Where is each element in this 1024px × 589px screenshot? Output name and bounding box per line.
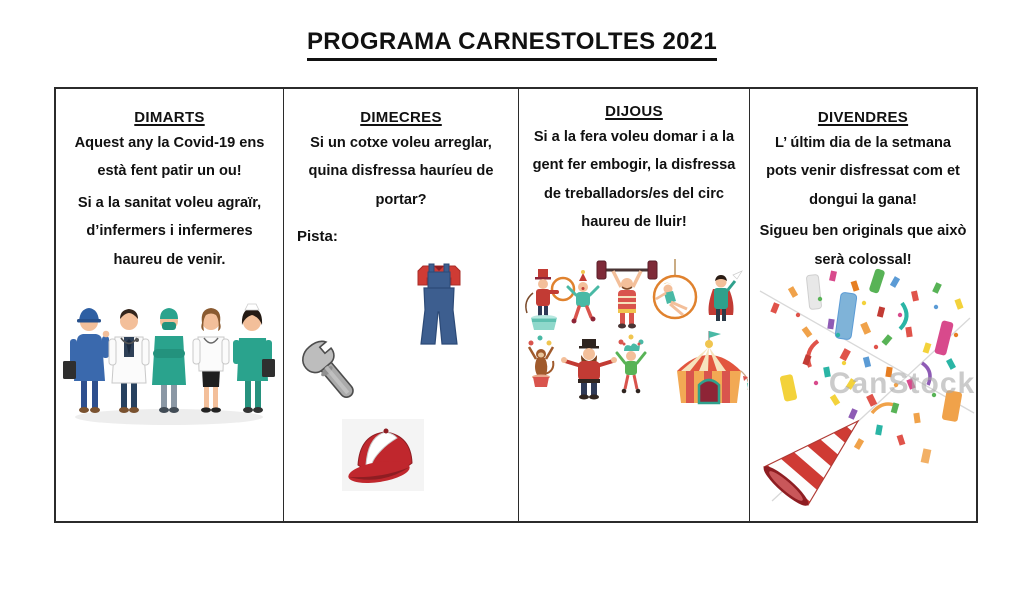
program-table (54, 87, 978, 523)
column-dimecres (284, 89, 519, 521)
dijous-paragraph-1: Si a la fera voleu domar i a la gent fer embogir, la disfressa de treballadors/es del circ haureu de lluir! (532, 129, 736, 231)
bearded-strongman-figure (561, 339, 617, 400)
column-dimarts-header: DIMARTS (134, 109, 205, 126)
hint-label: Pista: (297, 228, 338, 246)
page-title-text: PROGRAMA CARNESTOLTES 2021 (307, 28, 717, 61)
red-cap-clipart (342, 419, 424, 491)
column-divendres (750, 89, 976, 521)
divendres-paragraph-2: Sigueu ben originals que això serà colossal! (759, 223, 967, 268)
circus-tent (677, 331, 748, 403)
party-popper-clipart (752, 263, 978, 511)
column-dimarts (56, 89, 284, 521)
dimarts-paragraph-1: Aquest any la Covid-19 ens està fent patir un ou! (74, 135, 265, 180)
circus-performers-clipart (521, 257, 748, 413)
dimecres-paragraph-1: Si un cotxe voleu arreglar, quina disfressa hauríeu de portar? (308, 135, 494, 208)
ringmaster-figure (526, 269, 574, 330)
healthcare-workers-clipart (61, 281, 277, 429)
clown-figure (568, 270, 598, 324)
nurse-teal-figure (233, 304, 275, 413)
column-dijous (519, 89, 750, 521)
magician-figure (709, 271, 743, 321)
column-dimecres-header: DIMECRES (360, 109, 442, 126)
jester-figure (617, 335, 645, 394)
party-popper-cone (760, 421, 858, 510)
nurse-blue-figure (63, 308, 109, 413)
canstock-watermark: CanStock (828, 367, 976, 400)
column-divendres-header: DIVENDRES (817, 109, 909, 126)
surgeon-figure (152, 308, 186, 413)
aerialist-figure (654, 259, 696, 318)
strongman-figure (597, 261, 657, 329)
doctor-male-figure (109, 309, 149, 413)
wrench-clipart (296, 335, 366, 411)
column-dijous-header: DIJOUS (605, 103, 663, 120)
overalls-clipart (412, 261, 466, 349)
confetti (770, 268, 963, 464)
divendres-paragraph-1: L’ últim dia de la setmana pots venir disfressat com et dongui la gana! (766, 135, 960, 208)
dimarts-paragraph-2: Si a la sanitat voleu agraïr, d’infermers i infermeres haureu de venir. (77, 194, 262, 268)
doctor-female-figure (193, 308, 229, 413)
juggling-monkey-figure (529, 336, 554, 388)
page-title (0, 28, 1024, 61)
